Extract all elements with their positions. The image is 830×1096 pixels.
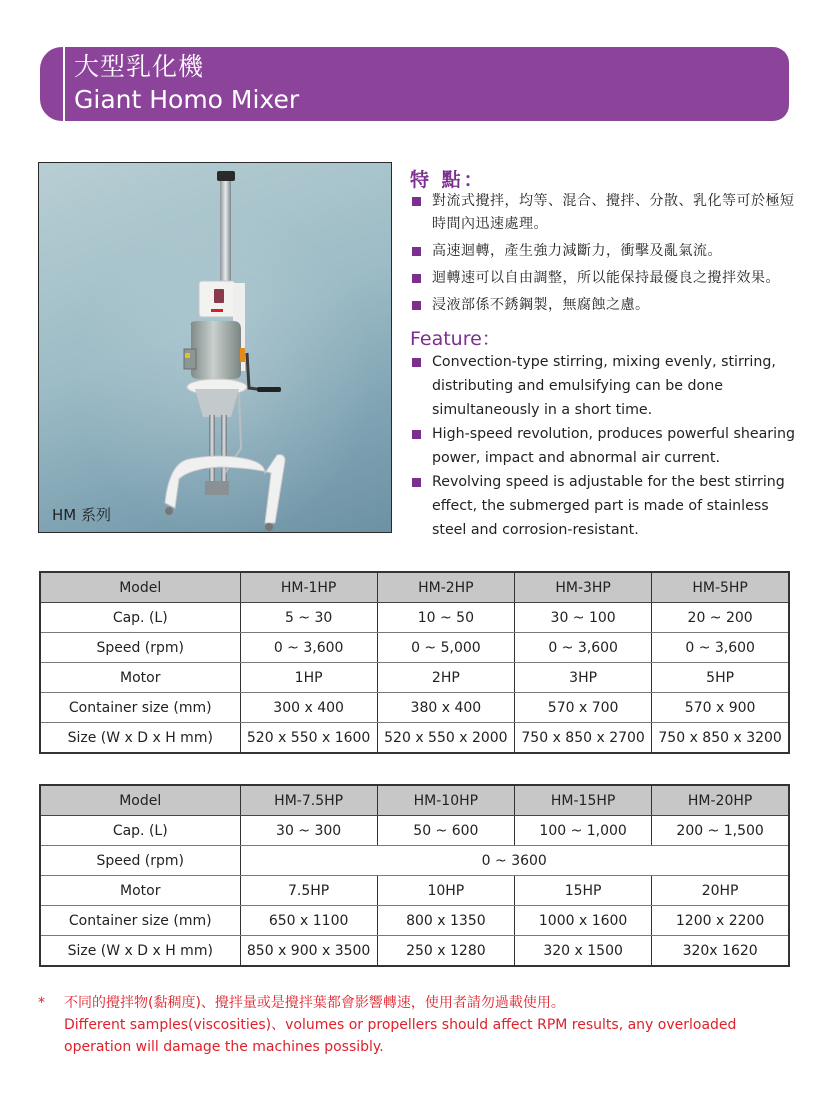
table-cell: 15HP bbox=[515, 876, 652, 906]
table-cell: 50 ~ 600 bbox=[377, 816, 514, 846]
features-zh-list bbox=[410, 190, 820, 317]
table-cell: 520 x 550 x 2000 bbox=[377, 723, 514, 754]
product-photo bbox=[38, 162, 392, 533]
table-cell: Size (W x D x H mm) bbox=[40, 936, 240, 967]
table-cell: 7.5HP bbox=[240, 876, 377, 906]
square-bullet-icon bbox=[412, 197, 421, 206]
table-row bbox=[40, 633, 789, 663]
feature-en-text: Convection-type stirring, mixing evenly, stirring, distributing and emulsifying can be done simultaneously in a short time. bbox=[432, 354, 776, 418]
feature-zh-text: 迴轉速可以自由調整，所以能保持最優良之攪拌效果。 bbox=[432, 270, 780, 286]
asterisk-icon: * bbox=[38, 995, 45, 1011]
feature-zh-item bbox=[410, 190, 804, 236]
table-cell: 3HP bbox=[515, 663, 652, 693]
table-cell: 10HP bbox=[377, 876, 514, 906]
page-title-en: Giant Homo Mixer bbox=[74, 85, 300, 114]
square-bullet-icon bbox=[412, 478, 421, 487]
table-cell: 320x 1620 bbox=[652, 936, 789, 967]
table-cell: 30 ~ 100 bbox=[515, 603, 652, 633]
table-cell: 520 x 550 x 1600 bbox=[240, 723, 377, 754]
table-cell: 30 ~ 300 bbox=[240, 816, 377, 846]
feature-en-item bbox=[410, 350, 797, 422]
photo-caption: HM 系列 bbox=[52, 506, 111, 524]
table-cell: 570 x 900 bbox=[652, 693, 789, 723]
table-cell: 250 x 1280 bbox=[377, 936, 514, 967]
table-row bbox=[40, 846, 789, 876]
square-bullet-icon bbox=[412, 358, 421, 367]
feature-zh-item bbox=[410, 267, 820, 290]
table-cell: 750 x 850 x 3200 bbox=[652, 723, 789, 754]
table-row bbox=[40, 876, 789, 906]
table-cell: 10 ~ 50 bbox=[377, 603, 514, 633]
table-cell: 20HP bbox=[652, 876, 789, 906]
feature-zh-text: 浸液部係不銹鋼製，無腐蝕之慮。 bbox=[432, 297, 650, 313]
table-header-row bbox=[40, 572, 789, 603]
table-cell: HM-20HP bbox=[652, 785, 789, 816]
table-cell: Speed (rpm) bbox=[40, 633, 240, 663]
table-row bbox=[40, 936, 789, 967]
table-cell: Model bbox=[40, 572, 240, 603]
features-en-title: Feature： bbox=[410, 328, 501, 350]
table-cell: HM-1HP bbox=[240, 572, 377, 603]
feature-en-item bbox=[410, 470, 800, 542]
table-cell: HM-5HP bbox=[652, 572, 789, 603]
table-cell: 570 x 700 bbox=[515, 693, 652, 723]
table-cell: 5HP bbox=[652, 663, 789, 693]
table-row bbox=[40, 906, 789, 936]
table-cell: Cap. (L) bbox=[40, 603, 240, 633]
footnote-en: Different samples(viscosities)、volumes or propellers should affect RPM results, any overloaded operation will damage the machines possibly. bbox=[64, 1017, 737, 1055]
feature-en-text: Revolving speed is adjustable for the best stirring effect, the submerged part is made of stainless steel and corrosion-resistant. bbox=[432, 474, 785, 538]
feature-zh-text: 高速迴轉，產生強力減斷力，衝擊及亂氣流。 bbox=[432, 243, 722, 259]
table-row bbox=[40, 663, 789, 693]
square-bullet-icon bbox=[412, 247, 421, 256]
square-bullet-icon bbox=[412, 301, 421, 310]
table-cell: 650 x 1100 bbox=[240, 906, 377, 936]
table-cell: 380 x 400 bbox=[377, 693, 514, 723]
square-bullet-icon bbox=[412, 430, 421, 439]
feature-en-item bbox=[410, 422, 810, 470]
feature-en-text: High-speed revolution, produces powerful shearing power, impact and abnormal air current. bbox=[432, 426, 796, 466]
table-row bbox=[40, 603, 789, 633]
table-cell: 850 x 900 x 3500 bbox=[240, 936, 377, 967]
table-cell: Motor bbox=[40, 876, 240, 906]
table-cell: 1HP bbox=[240, 663, 377, 693]
table-cell: Speed (rpm) bbox=[40, 846, 240, 876]
table-row bbox=[40, 816, 789, 846]
table-cell: HM-10HP bbox=[377, 785, 514, 816]
table-cell: 320 x 1500 bbox=[515, 936, 652, 967]
spec-table-1 bbox=[39, 571, 790, 754]
table-cell: Cap. (L) bbox=[40, 816, 240, 846]
table-cell: HM-7.5HP bbox=[240, 785, 377, 816]
table-cell: Size (W x D x H mm) bbox=[40, 723, 240, 754]
table-cell: Container size (mm) bbox=[40, 693, 240, 723]
table-cell: 1000 x 1600 bbox=[515, 906, 652, 936]
table-cell: 0 ~ 5,000 bbox=[377, 633, 514, 663]
homo-mixer-illustration bbox=[39, 163, 391, 532]
table-cell: 800 x 1350 bbox=[377, 906, 514, 936]
table-cell: 300 x 400 bbox=[240, 693, 377, 723]
feature-zh-item bbox=[410, 294, 820, 317]
table-cell: 20 ~ 200 bbox=[652, 603, 789, 633]
table-cell: 200 ~ 1,500 bbox=[652, 816, 789, 846]
table-cell-merged: 0 ~ 3600 bbox=[240, 846, 789, 876]
table-cell: 0 ~ 3,600 bbox=[240, 633, 377, 663]
features-en-list bbox=[410, 350, 810, 542]
table-cell: HM-15HP bbox=[515, 785, 652, 816]
footnote-zh: 不同的攪拌物(黏稠度)、攪拌量或是攪拌葉都會影響轉速，使用者請勿過載使用。 bbox=[64, 995, 565, 1011]
header-banner-cap bbox=[40, 47, 63, 121]
page-title-zh: 大型乳化機 bbox=[74, 52, 205, 81]
table-row bbox=[40, 723, 789, 754]
table-cell: 1200 x 2200 bbox=[652, 906, 789, 936]
table-cell: 750 x 850 x 2700 bbox=[515, 723, 652, 754]
square-bullet-icon bbox=[412, 274, 421, 283]
table-cell: Motor bbox=[40, 663, 240, 693]
feature-zh-item bbox=[410, 240, 820, 263]
table-cell: 0 ~ 3,600 bbox=[515, 633, 652, 663]
table-header-row bbox=[40, 785, 789, 816]
feature-zh-text: 對流式攪拌，均等、混合、攪拌、分散、乳化等可於極短時間內迅速處理。 bbox=[432, 193, 795, 232]
table-cell: Model bbox=[40, 785, 240, 816]
table-cell: HM-3HP bbox=[515, 572, 652, 603]
table-cell: 100 ~ 1,000 bbox=[515, 816, 652, 846]
table-row bbox=[40, 693, 789, 723]
table-cell: Container size (mm) bbox=[40, 906, 240, 936]
table-cell: 2HP bbox=[377, 663, 514, 693]
table-cell: 5 ~ 30 bbox=[240, 603, 377, 633]
features-zh-title: 特 點： bbox=[410, 169, 486, 191]
spec-table-2 bbox=[39, 784, 790, 967]
table-cell: HM-2HP bbox=[377, 572, 514, 603]
table-cell: 0 ~ 3,600 bbox=[652, 633, 789, 663]
